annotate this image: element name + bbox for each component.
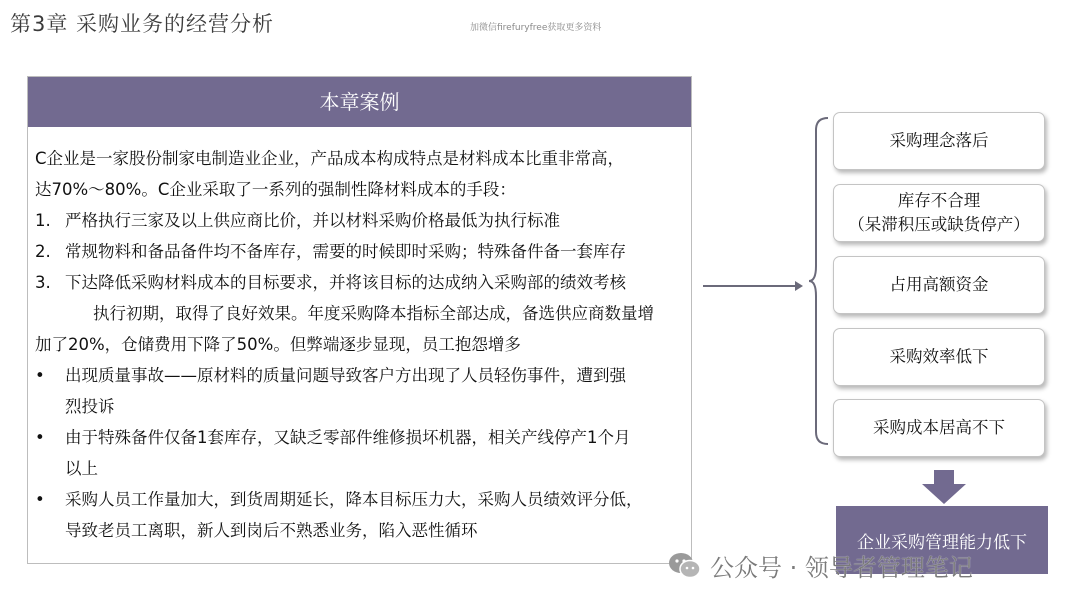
watermark-bottom-text: 公众号 · 领导者管理笔记 [710,554,973,582]
watermark-bottom [668,548,973,583]
bullet-text: 由于特殊备件仅备1套库存，又缺乏零部件维修损坏机器，相关产线停产1个月 [65,428,631,447]
down-arrow-icon [922,470,966,504]
bullet-symbol: • [35,490,45,509]
bullet-text: 采购人员工作量加大，到货周期延长，降本目标压力大，采购人员绩效评分低， [65,490,643,509]
chapter-title: 第3章 采购业务的经营分析 [10,12,275,36]
measure-text: 下达降低采购材料成本的目标要求，并将该目标的达成纳入采购部的绩效考核 [65,273,626,292]
measure-item-2 [35,236,687,267]
issue-label: 采购效率低下 [889,347,989,366]
measure-number: 1. [35,211,51,230]
result-line-2: 加了20%，仓储费用下降了50%。但弊端逐步显现，员工抱怨增多 [35,335,521,354]
case-body [35,143,687,546]
bullet-text: 出现质量事故——原材料的质量问题导致客户方出现了人员轻伤事件，遭到强 [65,366,626,385]
bullet-continuation-2: 以上 [65,459,98,478]
issue-label: 占用高额资金 [889,275,989,294]
measure-item-3 [35,267,687,298]
issue-box-2 [833,184,1045,242]
bullet-item-2 [35,422,687,453]
bullet-symbol: • [35,366,45,385]
measure-number: 3. [35,273,51,292]
bullet-continuation-3: 导致老员工离职，新人到岗后不熟悉业务，陷入恶性循环 [65,521,478,540]
issue-box-5 [833,399,1045,457]
issue-label: 采购成本居高不下 [873,418,1005,437]
issue-sublabel: （呆滞积压或缺货停产） [848,215,1030,234]
issue-box-1 [833,112,1045,170]
case-panel-title: 本章案例 [28,77,691,127]
result-line-1: 执行初期，取得了良好效果。年度采购降本指标全部达成，备选供应商数量增 [93,304,654,323]
watermark-top-text: 加微信firefuryfree获取更多资料 [470,23,602,33]
intro-line-2: 达70%～80%。C企业采取了一系列的强制性降材料成本的手段： [35,180,516,199]
intro-line-1: C企业是一家股份制家电制造业企业，产品成本构成特点是材料成本比重非常高， [35,149,625,168]
bullet-continuation-1: 烈投诉 [65,397,115,416]
issue-box-4 [833,328,1045,386]
bullet-item-3 [35,484,687,515]
wechat-icon [668,551,702,581]
measure-item-1 [35,205,687,236]
arrow-right-icon [703,280,803,292]
left-brace-icon [808,116,830,446]
issue-label: 库存不合理 [897,191,981,210]
measure-text: 常规物料和备品备件均不备库存，需要的时候即时采购；特殊备件备一套库存 [65,242,626,261]
conclusion-label: 企业采购管理能力低下 [857,532,1027,553]
bullet-item-1 [35,360,687,391]
measure-text: 严格执行三家及以上供应商比价，并以材料采购价格最低为执行标准 [65,211,560,230]
bullet-symbol: • [35,428,45,447]
issue-label: 采购理念落后 [889,131,989,150]
issue-box-3 [833,256,1045,314]
measure-number: 2. [35,242,51,261]
case-panel [27,76,692,564]
